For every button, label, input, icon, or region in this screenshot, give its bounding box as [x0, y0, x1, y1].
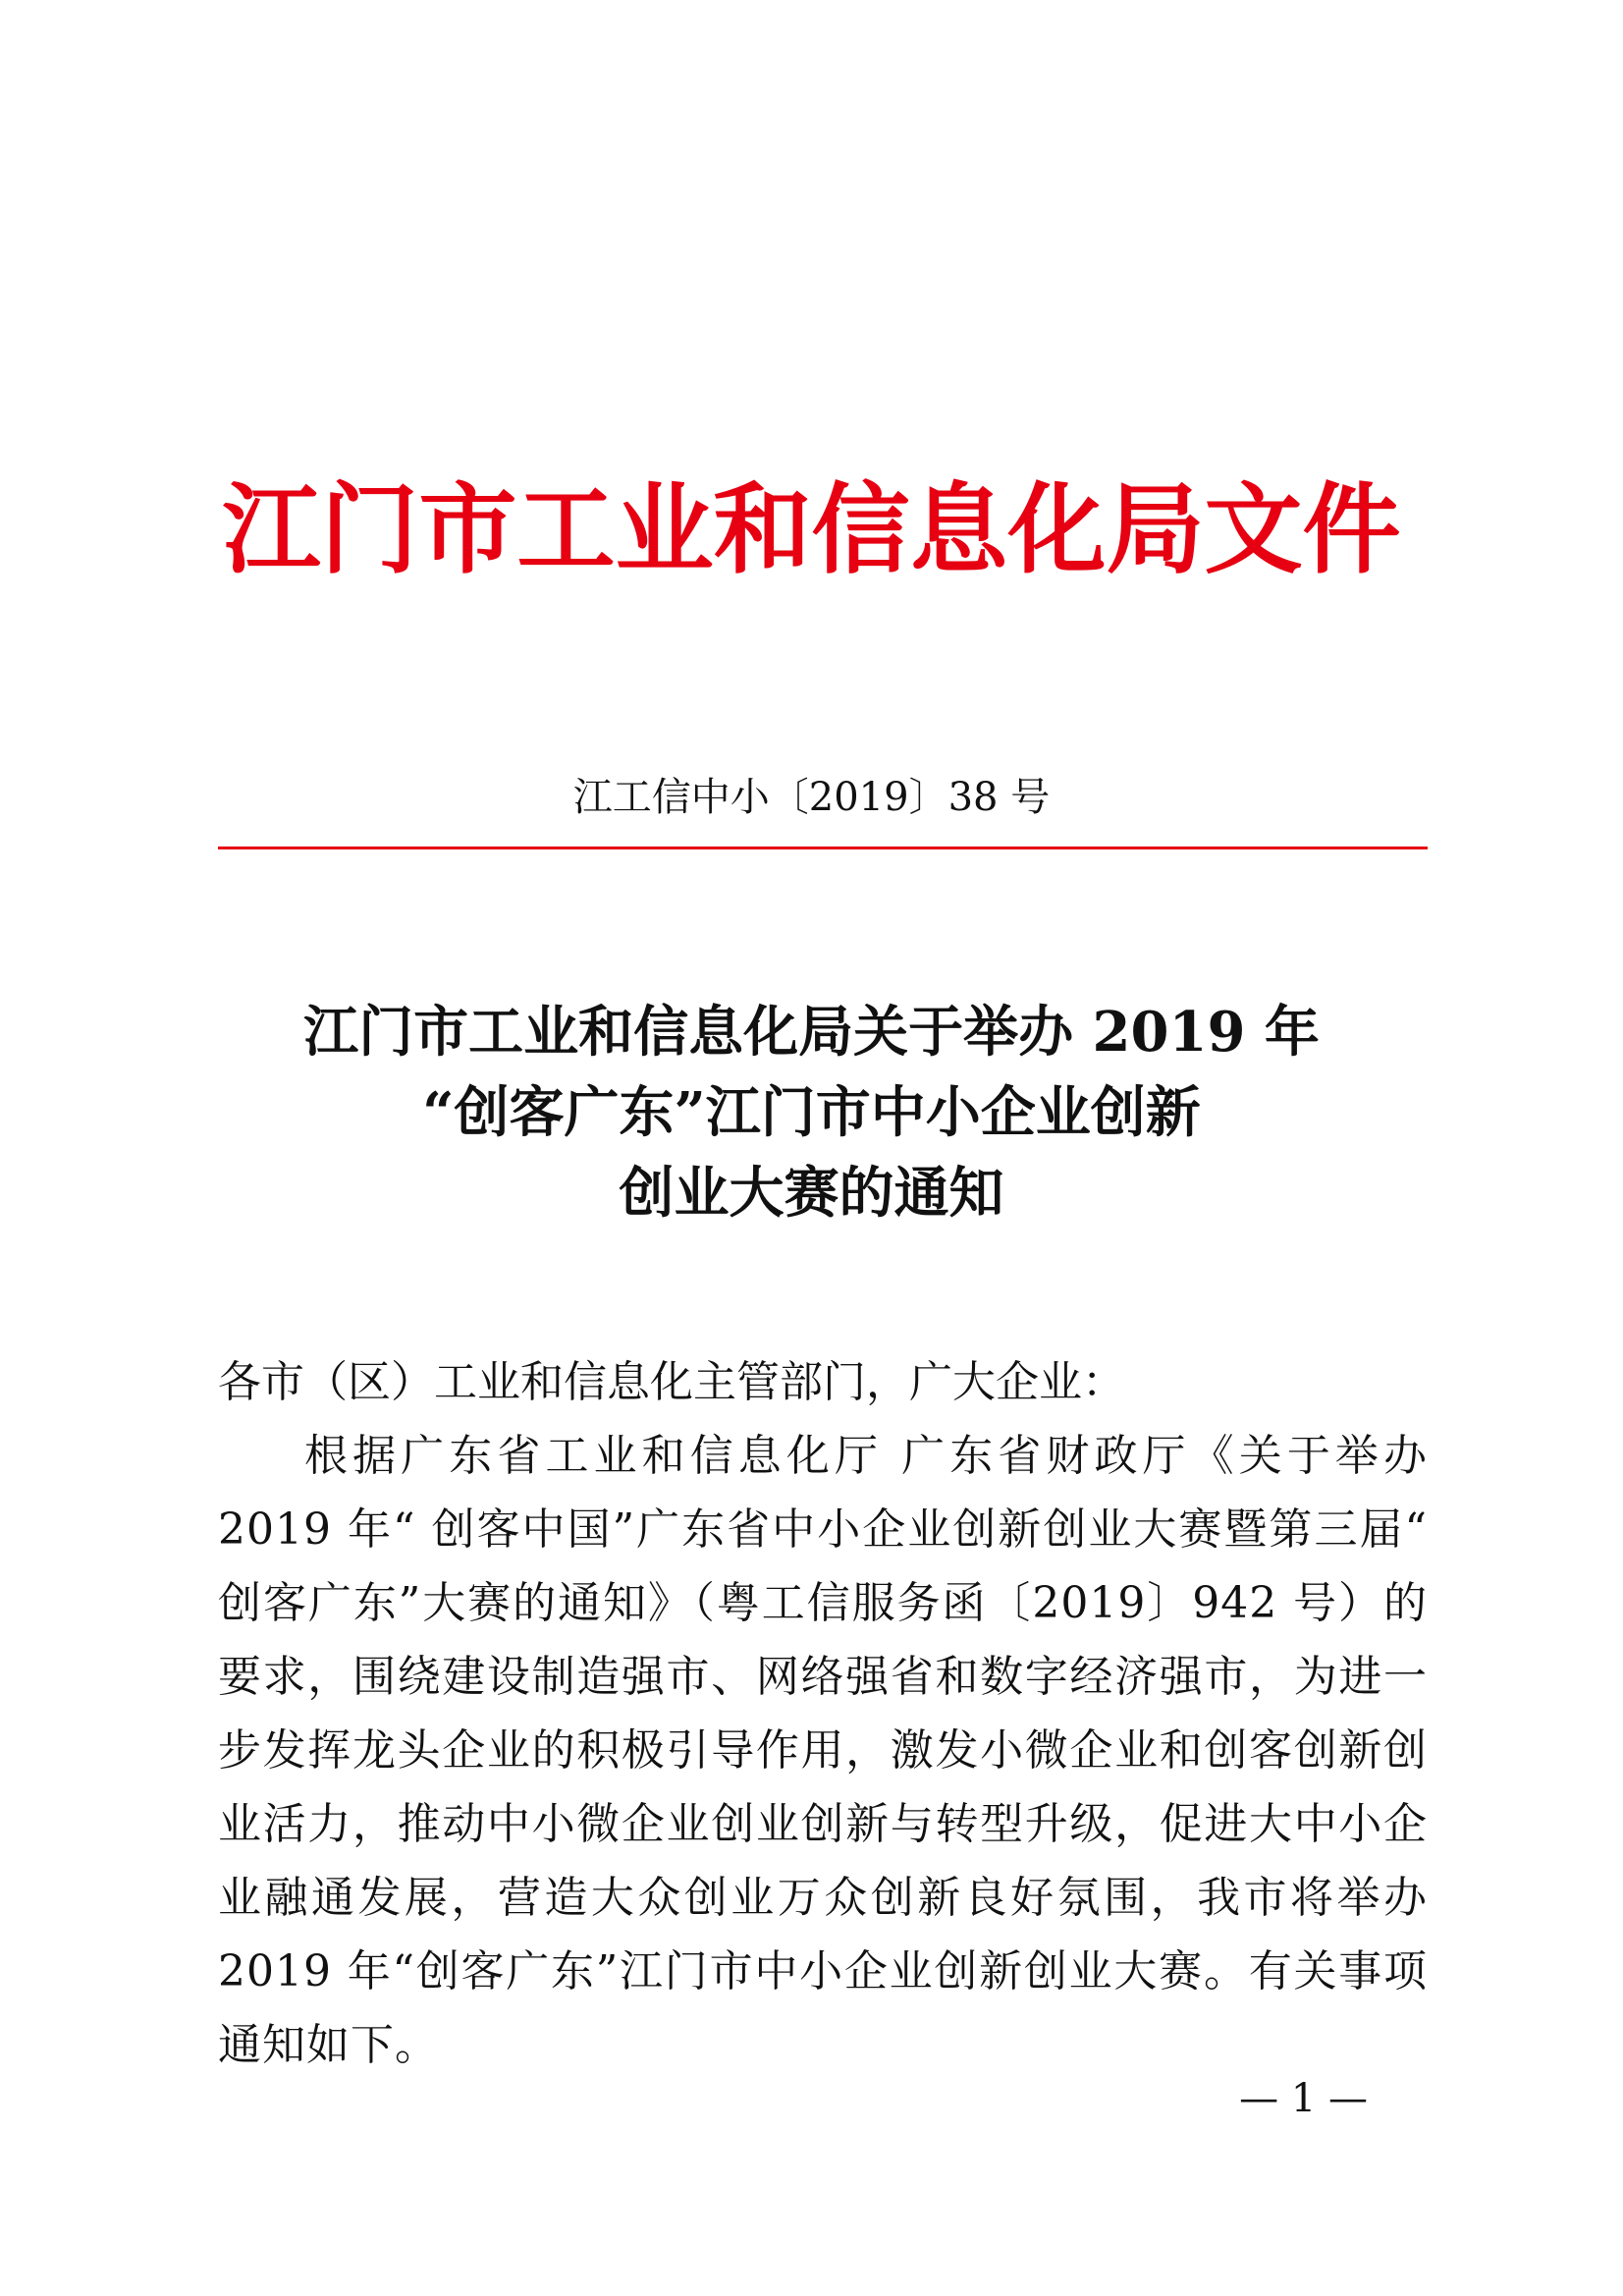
page-number: — 1 — — [1239, 2076, 1368, 2121]
title-line-2: “创客广东”江门市中小企业创新 — [422, 1080, 1201, 1145]
document-number: 江工信中小〔2019〕38 号 — [572, 775, 1051, 820]
document-body — [218, 1345, 1428, 2082]
title-line-1: 江门市工业和信息化局关于举办 2019 年 — [303, 1000, 1320, 1065]
title-line-3: 创业大赛的通知 — [619, 1161, 1004, 1226]
red-divider-line — [218, 847, 1428, 849]
notice-title — [0, 992, 1623, 1233]
salutation: 各市（区）工业和信息化主管部门，广大企业： — [218, 1357, 1125, 1407]
body-paragraph: 根据广东省工业和信息化厅 广东省财政厅《关于举办 2019 年“ 创客中国”广东省中小企业创新创业大赛暨第三届“ 创客广东”大赛的通知》（粤工信服务函〔2019〕942 号）的要求，围绕建设制造强市、网络强省和数字经济强市，为进一步发挥龙头企业的积极引导作用，激发小微企业和创客创新创业活力，推动中小微企业创业创新与转型升级，促进大中小企业融通发展，营造大众创业万众创新良好氛围，我市将举办 2019 年“创客广东”江门市中小企业创新创业大赛。有关事项通知如下。 — [218, 1431, 1428, 2070]
masthead-title: 江门市工业和信息化局文件 — [222, 472, 1401, 587]
